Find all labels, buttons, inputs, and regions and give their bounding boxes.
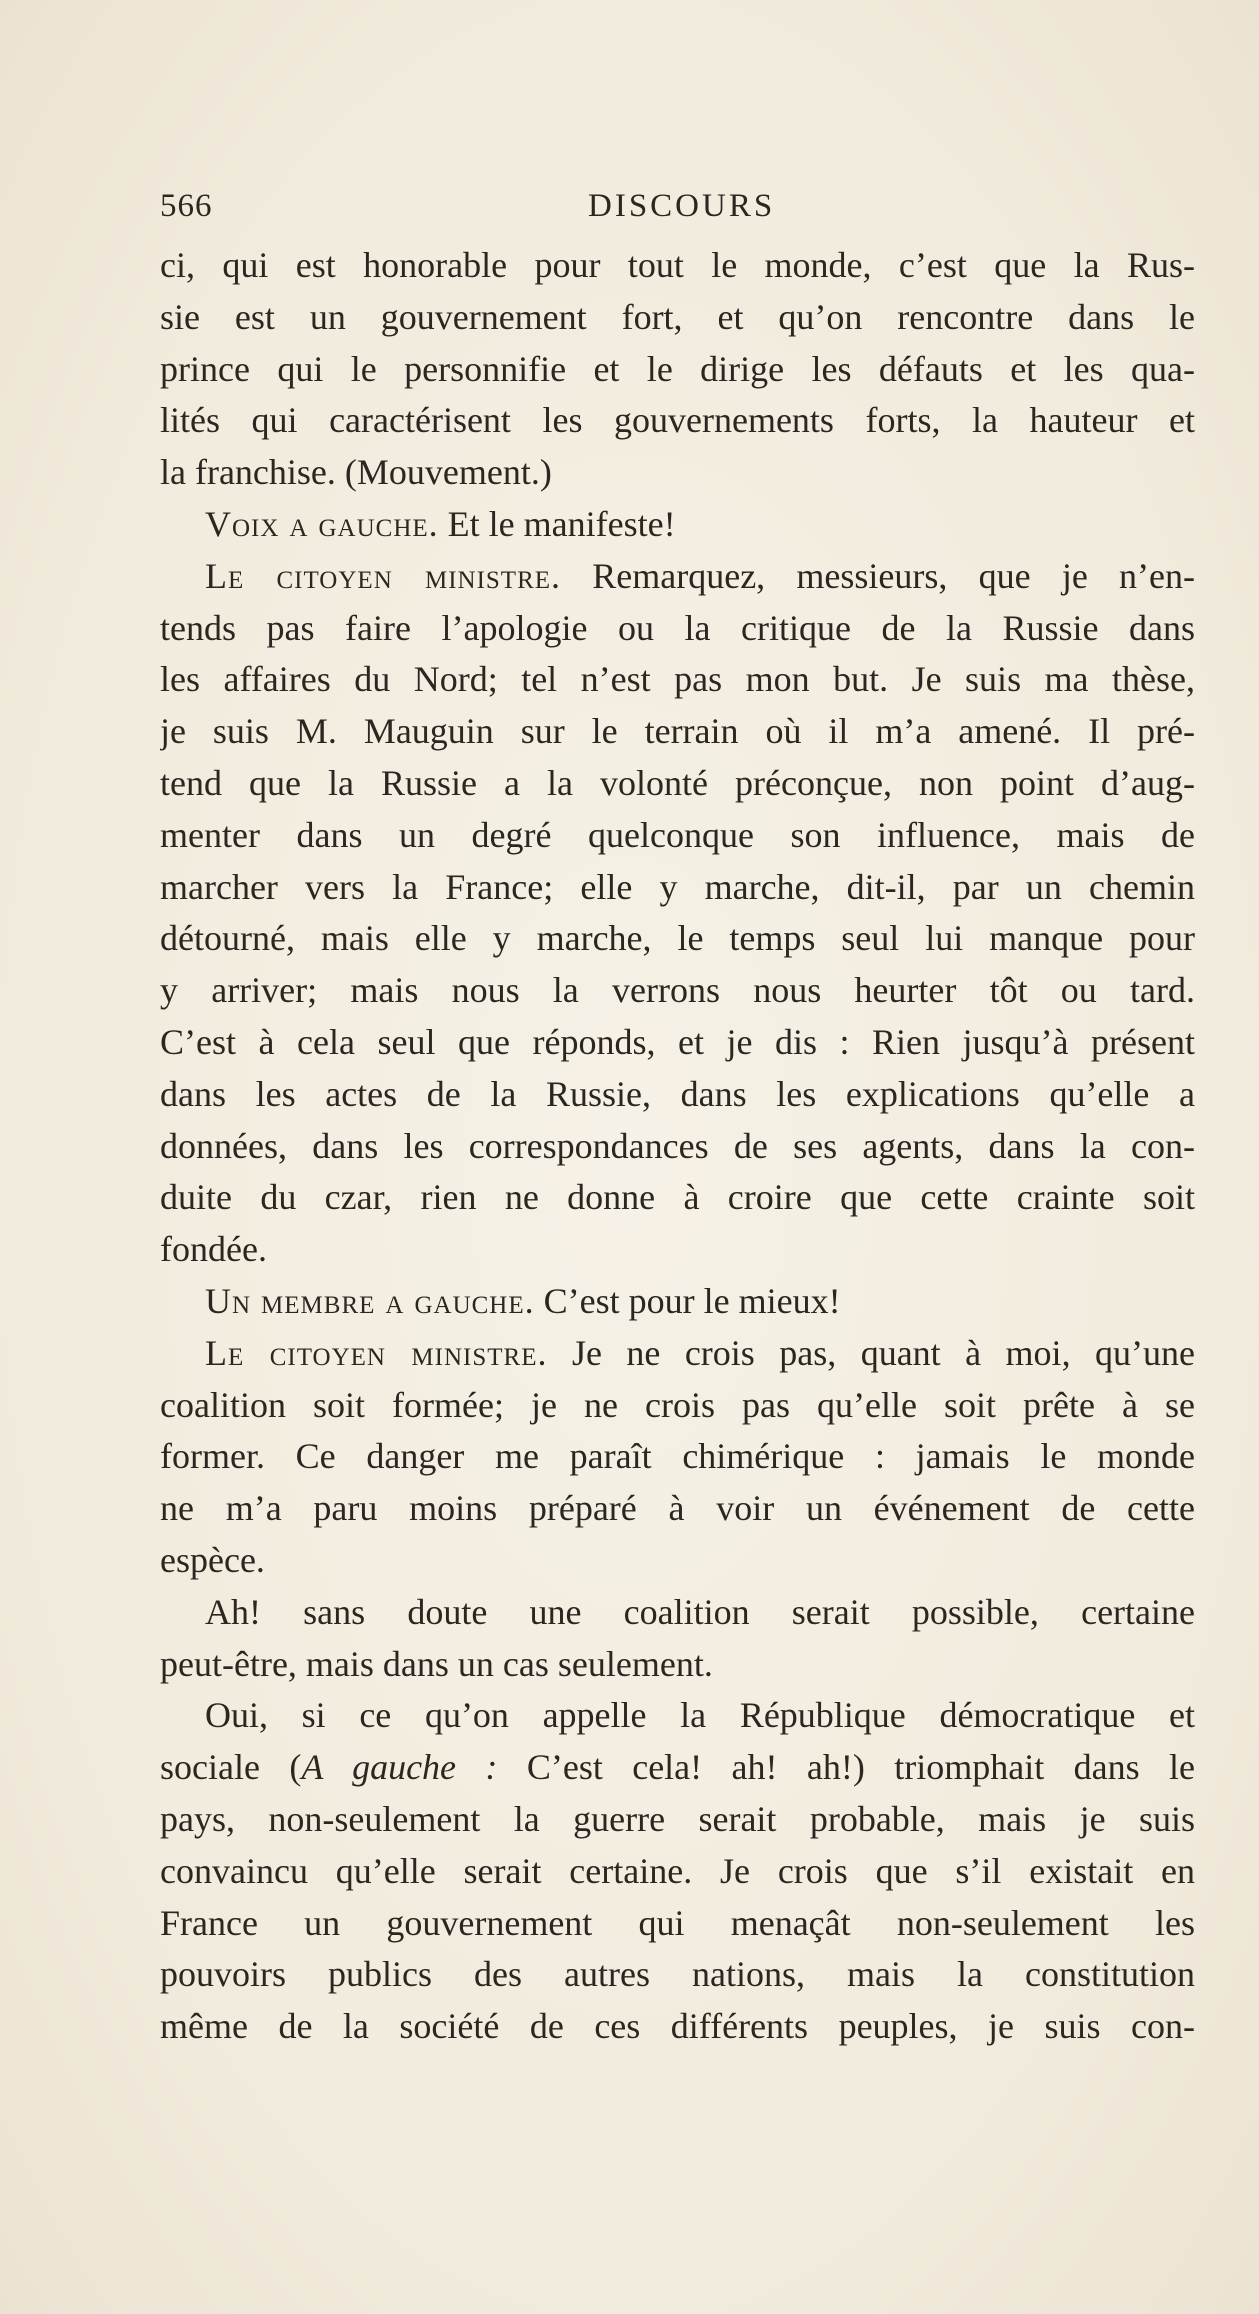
text-line: prince qui le personnifie et le dirige les défauts et les qua- — [160, 348, 1195, 389]
text-line: espèce. — [160, 1539, 265, 1580]
text-line: peut-être, mais dans un cas seulement. — [160, 1643, 713, 1684]
text-line: menter dans un degré quelconque son influence, mais de — [160, 814, 1195, 855]
text-line: duite du czar, rien ne donne à croire que cette crainte soit — [160, 1177, 1195, 1218]
text-line: coalition soit formée; je ne crois pas qu’elle soit prête à se — [160, 1384, 1195, 1425]
page-number: 566 — [160, 188, 213, 224]
text-line: je suis M. Mauguin sur le terrain où il m’a amené. Il pré- — [160, 711, 1195, 752]
speech-line: Le citoyen ministre. Je ne crois pas, quant à moi, qu’une — [205, 1332, 1195, 1373]
text-line: ne m’a paru moins préparé à voir un événement de cette — [160, 1488, 1195, 1529]
body-text — [160, 240, 1195, 2053]
text-line: y arriver; mais nous la verrons nous heurter tôt ou tard. — [160, 970, 1195, 1011]
text-line: fondée. — [160, 1229, 267, 1270]
text-line: Oui, si ce qu’on appelle la République démocratique et — [205, 1695, 1195, 1736]
speech-line: Le citoyen ministre. Remarquez, messieurs, que je n’en- — [205, 555, 1195, 596]
text-line: C’est à cela seul que réponds, et je dis : Rien jusqu’à présent — [160, 1021, 1195, 1062]
page-header — [160, 188, 776, 228]
text-line: convaincu qu’elle serait certaine. Je crois que s’il existait en — [160, 1850, 1195, 1891]
text-line: marcher vers la France; elle y marche, dit-il, par un chemin — [160, 866, 1195, 907]
text-line: lités qui caractérisent les gouvernements forts, la hauteur et — [160, 400, 1195, 441]
text-line: sociale (A gauche : C’est cela! ah! ah!) triomphait dans le — [160, 1747, 1195, 1788]
text-line: même de la société de ces différents peuples, je suis con- — [160, 2006, 1195, 2047]
text-line: la franchise. (Mouvement.) — [160, 452, 552, 493]
text-line: Ah! sans doute une coalition serait possible, certaine — [205, 1591, 1195, 1632]
speaker-label: Le citoyen ministre. — [205, 1332, 548, 1373]
text-line: former. Ce danger me paraît chimérique : jamais le monde — [160, 1436, 1195, 1477]
italic-interjection: A gauche : — [301, 1747, 498, 1788]
text-line: les affaires du Nord; tel n’est pas mon but. Je suis ma thèse, — [160, 659, 1195, 700]
speech-line: Voix a gauche. Et le manifeste! — [205, 503, 676, 544]
text-line: pays, non-seulement la guerre serait probable, mais je suis — [160, 1798, 1195, 1839]
text-line: dans les actes de la Russie, dans les explications qu’elle a — [160, 1073, 1195, 1114]
speaker-label: Voix a gauche. — [205, 503, 439, 544]
speech-line: Un membre a gauche. C’est pour le mieux! — [205, 1280, 841, 1321]
text-line: données, dans les correspondances de ses agents, dans la con- — [160, 1125, 1195, 1166]
text-line: tends pas faire l’apologie ou la critique de la Russie dans — [160, 607, 1195, 648]
text-line: sie est un gouvernement fort, et qu’on rencontre dans le — [160, 296, 1195, 337]
text-line: ci, qui est honorable pour tout le monde, c’est que la Rus- — [160, 245, 1195, 285]
text-line: détourné, mais elle y marche, le temps seul lui manque pour — [160, 918, 1195, 959]
running-title: DISCOURS — [588, 188, 776, 224]
text-line: France un gouvernement qui menaçât non-seulement les — [160, 1902, 1195, 1943]
text-line: tend que la Russie a la volonté préconçue, non point d’aug- — [160, 762, 1195, 803]
speaker-label: Le citoyen ministre. — [205, 555, 562, 596]
text-line: pouvoirs publics des autres nations, mais la constitution — [160, 1954, 1195, 1995]
speaker-label: Un membre a gauche. — [205, 1280, 535, 1321]
